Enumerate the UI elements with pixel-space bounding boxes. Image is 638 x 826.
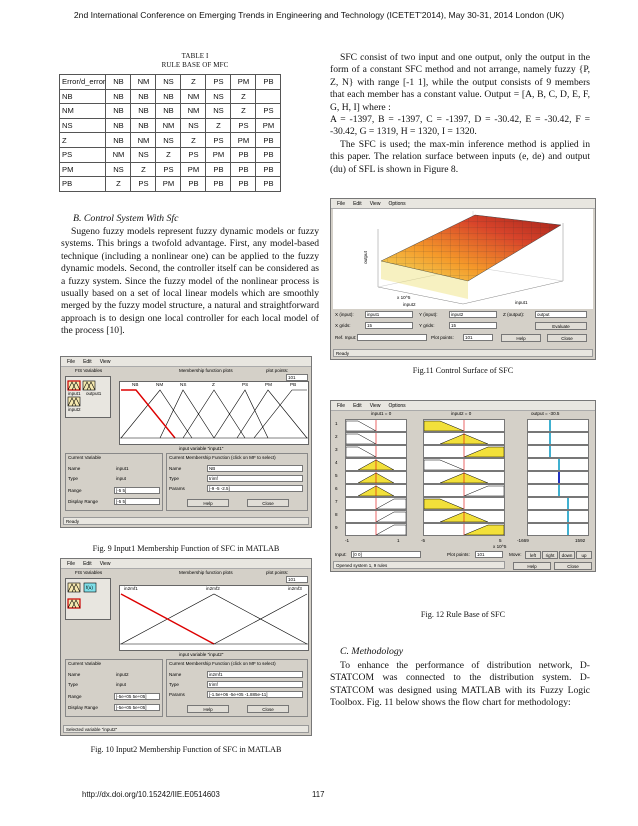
table-cell: Z [231, 104, 256, 119]
rule-cell [345, 471, 407, 484]
fig12-tick-left-max: 1 [397, 538, 400, 543]
rule-cell [423, 510, 505, 523]
menu-file[interactable]: File [337, 402, 346, 409]
menu-options[interactable]: Options [388, 200, 406, 207]
fig9-mf-svg [120, 382, 308, 444]
fig9-var-name: input1 [116, 466, 129, 471]
fig11-caption: Fig.11 Control Surface of SFC [412, 366, 514, 375]
fig10-current-variable-panel [65, 659, 163, 717]
table-cell: PS [231, 118, 256, 133]
fig9-mf-type-select[interactable]: trimf [207, 475, 303, 482]
table-caption-title: RULE BASE OF MFC [161, 61, 229, 69]
fig9-output-label[interactable]: output1 [86, 391, 102, 396]
table-cell: PB [60, 177, 106, 192]
table-cell: PM [231, 133, 256, 148]
fig12-tick-mid-max: 5 [499, 538, 502, 543]
fig12-col2-title: input2 = 0 [451, 411, 472, 416]
menu-view[interactable]: View [99, 560, 111, 567]
table-header-cell: NB [106, 75, 131, 90]
fig9-params-field[interactable]: [-9 -5 -2.5] [207, 485, 303, 492]
fig12-tick-right-min: -1669 [517, 538, 529, 543]
table-cell: Z [181, 133, 206, 148]
fig10-menubar [61, 559, 311, 569]
fig12-tick-mid-min: -5 [421, 538, 426, 543]
table-header-cell: PS [206, 75, 231, 90]
range-label: Range [68, 488, 82, 493]
name-label: Name [68, 466, 81, 471]
y-grids-field[interactable]: 15 [449, 322, 497, 329]
right-text-block [330, 52, 590, 176]
type-label: Type [68, 682, 78, 687]
fig9-axis-label: input variable "input1" [179, 446, 224, 451]
current-variable-title: Current Variable [68, 455, 102, 460]
rule-number: 3 [335, 447, 338, 452]
fig11-surface-plot[interactable] [333, 209, 593, 309]
rule-number: 2 [335, 434, 338, 439]
conference-header: 2nd International Conference on Emerging Trends in Engineering and Technology (ICETET'2014), May 30-31, 2014 London (UK) [73, 10, 565, 20]
rule-cell [423, 484, 505, 497]
rule-number: 9 [335, 525, 338, 530]
fig12-menubar [331, 401, 595, 411]
table-cell: NB [60, 89, 106, 104]
menu-view[interactable]: View [369, 200, 381, 207]
help-button[interactable]: Help [187, 499, 229, 507]
table-cell: PB [256, 147, 281, 162]
fig9-mf-label-nm: NM [156, 382, 164, 387]
rule-output-cell [527, 471, 589, 484]
fig9-mf-label-nb: NB [132, 382, 139, 387]
table-cell: PB [256, 133, 281, 148]
ref-input-field[interactable] [357, 334, 427, 341]
fig11-plot-points-field[interactable]: 101 [463, 334, 493, 341]
table-caption-number: TABLE I [181, 52, 209, 60]
table-cell: NS [60, 118, 106, 133]
table-cell: PS [256, 104, 281, 119]
display-range-label: Display Range [68, 705, 98, 710]
fig12-plot-points-label: Plot points: [447, 552, 470, 557]
fig12-rule-grid[interactable] [331, 418, 596, 538]
move-right-button[interactable]: right [542, 551, 558, 559]
table-cell: NB [156, 104, 181, 119]
table-cell: NB [156, 89, 181, 104]
table-cell: NB [131, 104, 156, 119]
x-input-select[interactable]: input1 [365, 311, 413, 318]
menu-edit[interactable]: Edit [83, 560, 92, 567]
fig9-matlab-window [60, 356, 312, 528]
fig10-mf-label-3: in2mf3 [288, 586, 302, 591]
menu-file[interactable]: File [67, 358, 76, 365]
fig9-mf-label-pb: PB [290, 382, 297, 387]
rule-output-cell [527, 432, 589, 445]
fig10-var-name: input2 [116, 672, 129, 677]
table-cell: PS [131, 177, 156, 192]
table-cell: PB [231, 177, 256, 192]
rule-cell [345, 445, 407, 458]
rule-cell [423, 419, 505, 432]
fig11-zlabel: output [362, 251, 368, 264]
move-up-button[interactable]: up [576, 551, 592, 559]
table-caption [60, 52, 330, 70]
menu-view[interactable]: View [99, 358, 111, 365]
table-cell: PB [231, 147, 256, 162]
rule-cell [345, 497, 407, 510]
table-cell: Z [106, 177, 131, 192]
rule-number: 5 [335, 473, 338, 478]
table-cell: NM [156, 118, 181, 133]
fig12-matlab-window [330, 400, 596, 572]
rule-number: 8 [335, 512, 338, 517]
right-paragraph-2: A = -1397, B = -1397, C = -1397, D = -30.42, E = -30.42, F = -30.42, G = 1319, H = 1320, I = 1320. [330, 114, 590, 138]
fig12-move-label: Move: [509, 552, 522, 557]
table-header-row [60, 75, 281, 90]
fis-variables-label: FIS Variables [75, 368, 103, 373]
fig9-fis-panel [65, 376, 111, 418]
move-left-button[interactable]: left [525, 551, 541, 559]
table-cell: NB [106, 118, 131, 133]
close-button[interactable]: Close [247, 705, 289, 713]
fig10-status-bar: Selected variable "input2" [63, 725, 309, 733]
rule-number: 6 [335, 486, 338, 491]
table-cell: NB [106, 104, 131, 119]
fig9-range-field[interactable]: [-5 5] [114, 487, 160, 494]
table-cell: Z [231, 89, 256, 104]
table-header-cell: NM [131, 75, 156, 90]
close-button[interactable]: Close [554, 562, 592, 570]
type-label: Type [68, 476, 78, 481]
rule-number: 4 [335, 460, 338, 465]
table-cell: NS [106, 162, 131, 177]
fig9-mf-label-ps: PS [242, 382, 249, 387]
rule-cell [345, 523, 407, 536]
table-cell: Z [60, 133, 106, 148]
evaluate-button[interactable]: Evaluate [535, 322, 587, 330]
table-row [60, 177, 281, 192]
table-header-cell: PM [231, 75, 256, 90]
mf-type-label: Type [169, 476, 179, 481]
fig10-mf-svg [120, 586, 308, 650]
z-output-select[interactable]: output [535, 311, 587, 318]
current-variable-title: Current Variable [68, 661, 102, 666]
rule-base-table [59, 74, 281, 192]
fig11-xlabel: input1 [515, 300, 528, 305]
table-row [60, 133, 281, 148]
close-button[interactable]: Close [247, 499, 289, 507]
plot-points-label: plot points: [266, 570, 289, 575]
fig11-multiplier: x 10^5 [397, 295, 411, 300]
fig12-input-field[interactable]: [0 0] [351, 551, 421, 558]
fig9-status-bar: Ready [63, 517, 309, 525]
fig10-mf-label-2: in2mf2 [206, 586, 220, 591]
fig9-input2-label[interactable]: input2 [68, 407, 81, 412]
plot-points-field[interactable]: 101 [286, 374, 308, 381]
table-header-cell: NS [156, 75, 181, 90]
help-button[interactable]: Help [187, 705, 229, 713]
fig10-current-mf-panel [166, 659, 308, 717]
current-mf-title: Current Membership Function (click on MF to select) [169, 661, 276, 666]
fig11-menubar [331, 199, 595, 209]
plot-points-field[interactable]: 101 [286, 576, 308, 583]
range-label: Range [68, 694, 82, 699]
table-cell: PB [206, 162, 231, 177]
ref-input-label: Ref. Input: [335, 335, 357, 340]
fig10-fis-panel [65, 578, 111, 620]
table-header-cell: PB [256, 75, 281, 90]
fig12-col1-title: input1 = 0 [371, 411, 392, 416]
rule-cell [423, 445, 505, 458]
rule-output-cell [527, 484, 589, 497]
fig9-caption: Fig. 9 Input1 Membership Function of SFC in MATLAB [92, 544, 280, 553]
table-cell: PS [206, 133, 231, 148]
table-cell: NB [106, 89, 131, 104]
fig10-mf-type-select[interactable]: trimf [207, 681, 303, 688]
y-input-label: Y (input): [419, 312, 438, 317]
table-cell: PM [181, 162, 206, 177]
fig9-mf-name-field[interactable]: NB [207, 465, 303, 472]
x-grids-field[interactable]: 15 [365, 322, 413, 329]
mf-name-label: Name [169, 672, 182, 677]
fig9-mf-label-z: Z [212, 382, 215, 387]
fis-variables-label: FIS Variables [75, 570, 103, 575]
fig10-var-type: input [116, 682, 126, 687]
fig9-current-mf-panel [166, 453, 308, 511]
table-cell: NB [106, 133, 131, 148]
table-cell: NS [156, 133, 181, 148]
table-cell: PB [231, 162, 256, 177]
table-cell: PM [60, 162, 106, 177]
table-cell: NM [181, 89, 206, 104]
section-b-paragraph: Sugeno fuzzy models represent fuzzy dynamic models or fuzzy systems. This brings a twofold advantage. First, any model-based technique (including a nonlinear one) can be applied to the fuzzy dynamic models. Second, the controller itself can be considered as a fuzzy system. Since the fuzzy model of the nonlinear process is usually based on a set of local linear models which are smoothly merged by the fuzzy model structure, a natural and straightforward approach is to design one local controller for each local model of the process [10]. [61, 226, 319, 337]
z-output-label: Z (output): [503, 312, 525, 317]
table-cell: PM [256, 118, 281, 133]
move-down-button[interactable]: down [559, 551, 575, 559]
rule-number: 7 [335, 499, 338, 504]
fig11-surface-svg [333, 209, 593, 309]
table-cell: PS [181, 147, 206, 162]
fig12-plot-points-field[interactable]: 101 [475, 551, 503, 558]
x-input-label: X (input): [335, 312, 354, 317]
fig11-matlab-window [330, 198, 596, 360]
fig12-status-bar: Opened system 1, 9 rules [333, 561, 505, 569]
fig9-var-type: input [116, 476, 126, 481]
rule-cell [423, 523, 505, 536]
table-row [60, 104, 281, 119]
fig9-mf-plot[interactable] [119, 381, 309, 445]
menu-file[interactable]: File [67, 560, 76, 567]
fig10-matlab-window [60, 558, 312, 736]
fig12-tick-right-max: 1592 [575, 538, 586, 543]
table-cell: PB [256, 177, 281, 192]
fig12-col3-title: output = -30.5 [531, 411, 560, 416]
rule-output-cell [527, 458, 589, 471]
mf-type-label: Type [169, 682, 179, 687]
fig10-mf-plot[interactable] [119, 585, 309, 651]
params-label: Params [169, 692, 185, 697]
fig10-caption: Fig. 10 Input2 Membership Function of SFC in MATLAB [90, 745, 282, 754]
table-cell: PB [206, 177, 231, 192]
rule-cell [345, 484, 407, 497]
page-number: 117 [312, 790, 325, 799]
display-range-label: Display Range [68, 499, 98, 504]
table-row [60, 162, 281, 177]
table-row [60, 118, 281, 133]
table-cell: PB [181, 177, 206, 192]
x-grids-label: X grids: [335, 323, 351, 328]
fig11-status-bar: Ready [333, 349, 593, 357]
fig10-fis-box: f(u) [86, 585, 93, 590]
fig10-display-range-field[interactable]: [-5e+05 5e+05] [114, 704, 160, 711]
table-cell [256, 89, 281, 104]
fig9-current-variable-panel [65, 453, 163, 511]
table-cell: NS [131, 147, 156, 162]
menu-view[interactable]: View [369, 402, 381, 409]
table-cell: NS [181, 118, 206, 133]
help-button[interactable]: Help [501, 334, 541, 342]
fig12-multiplier: x 10^5 [493, 544, 507, 549]
footer-doi[interactable]: http://dx.doi.org/10.15242/IIE.E0514603 [82, 790, 220, 799]
right-paragraph-3: The SFC is used; the max-min inference method is applied in this paper. The relation surface between inputs (e, de) and output (du) of SFL is shown in Figure 8. [330, 138, 590, 175]
close-button[interactable]: Close [547, 334, 587, 342]
table-cell: NS [206, 104, 231, 119]
rule-cell [423, 432, 505, 445]
fig9-mf-label-pm: PM [265, 382, 272, 387]
section-c-paragraph: To enhance the performance of distribution network, D-STATCOM was connected to the distribution system. D-STATCOM was designed using MATLAB with its Fuzzy Logic Toolbox. Fig. 11 below shows the flow chart for methodology: [330, 660, 590, 709]
right-paragraph-1: SFC consist of two input and one output, only the output in the form of a constant SFC method and not arrange, namely fuzzy {P, Z, N} with range [-1 1], while the output consists of 9 members that each member has a constant value. Output = [A, B, C, D, E, F, G, H, I] where : [330, 52, 590, 113]
table-cell: PS [60, 147, 106, 162]
table-cell: NB [131, 118, 156, 133]
fig10-params-field[interactable]: [-1.5e+06 -5e+05 -1.885e-11] [207, 691, 303, 698]
table-cell: PB [256, 162, 281, 177]
y-input-select[interactable]: input2 [449, 311, 497, 318]
rule-cell [345, 432, 407, 445]
y-grids-label: Y grids: [419, 323, 435, 328]
rule-cell [423, 458, 505, 471]
rule-output-cell [527, 445, 589, 458]
menu-edit[interactable]: Edit [353, 402, 362, 409]
fig12-caption: Fig. 12 Rule Base of SFC [420, 610, 506, 619]
fig10-mf-label-1: in2mf1 [124, 586, 138, 591]
params-label: Params [169, 486, 185, 491]
table-row [60, 147, 281, 162]
rule-cell [345, 419, 407, 432]
rule-cell [423, 471, 505, 484]
table-header-cell: Error/d_error [60, 75, 106, 90]
fig9-mf-label-ns: NS [180, 382, 187, 387]
table-cell: Z [206, 118, 231, 133]
fig10-mf-name-field[interactable]: in2mf1 [207, 671, 303, 678]
table-cell: NM [106, 147, 131, 162]
table-cell: PM [156, 177, 181, 192]
name-label: Name [68, 672, 81, 677]
menu-file[interactable]: File [337, 200, 346, 207]
table-cell: Z [156, 147, 181, 162]
fig10-axis-label: input variable "input2" [179, 652, 224, 657]
table-cell: NM [60, 104, 106, 119]
rule-number: 1 [335, 421, 338, 426]
rule-output-cell [527, 523, 589, 536]
table-header-cell: Z [181, 75, 206, 90]
table-cell: NM [131, 133, 156, 148]
section-b-heading: B. Control System With Sfc [73, 213, 179, 224]
fig11-ylabel: input2 [403, 302, 416, 307]
fig10-range-field[interactable]: [-5e+05 5e+05] [114, 693, 160, 700]
rule-output-cell [527, 497, 589, 510]
rule-cell [345, 458, 407, 471]
table-row [60, 89, 281, 104]
fig12-tick-left-min: -1 [345, 538, 350, 543]
fig9-input1-label[interactable]: input1 [68, 391, 81, 396]
table-cell: NB [131, 89, 156, 104]
table-cell: NS [206, 89, 231, 104]
mf-name-label: Name [169, 466, 182, 471]
mf-plots-label: Membership function plots [179, 570, 233, 575]
table-cell: PM [206, 147, 231, 162]
menu-options[interactable]: Options [388, 402, 406, 409]
rule-output-cell [527, 510, 589, 523]
fig12-input-label: Input: [335, 552, 347, 557]
table-cell: Z [131, 162, 156, 177]
help-button[interactable]: Help [513, 562, 551, 570]
table-cell: NM [181, 104, 206, 119]
rule-cell [423, 497, 505, 510]
mf-plots-label: Membership function plots [179, 368, 233, 373]
fig9-display-range-field[interactable]: [-5 5] [114, 498, 160, 505]
current-mf-title: Current Membership Function (click on MF to select) [169, 455, 276, 460]
section-c-heading: C. Methodology [340, 646, 404, 657]
fig9-menubar [61, 357, 311, 367]
rule-output-cell [527, 419, 589, 432]
menu-edit[interactable]: Edit [353, 200, 362, 207]
plot-points-label: plot points: [266, 368, 289, 373]
table-cell: PS [156, 162, 181, 177]
rule-cell [345, 510, 407, 523]
fig11-plot-points-label: Plot points: [431, 335, 454, 340]
menu-edit[interactable]: Edit [83, 358, 92, 365]
